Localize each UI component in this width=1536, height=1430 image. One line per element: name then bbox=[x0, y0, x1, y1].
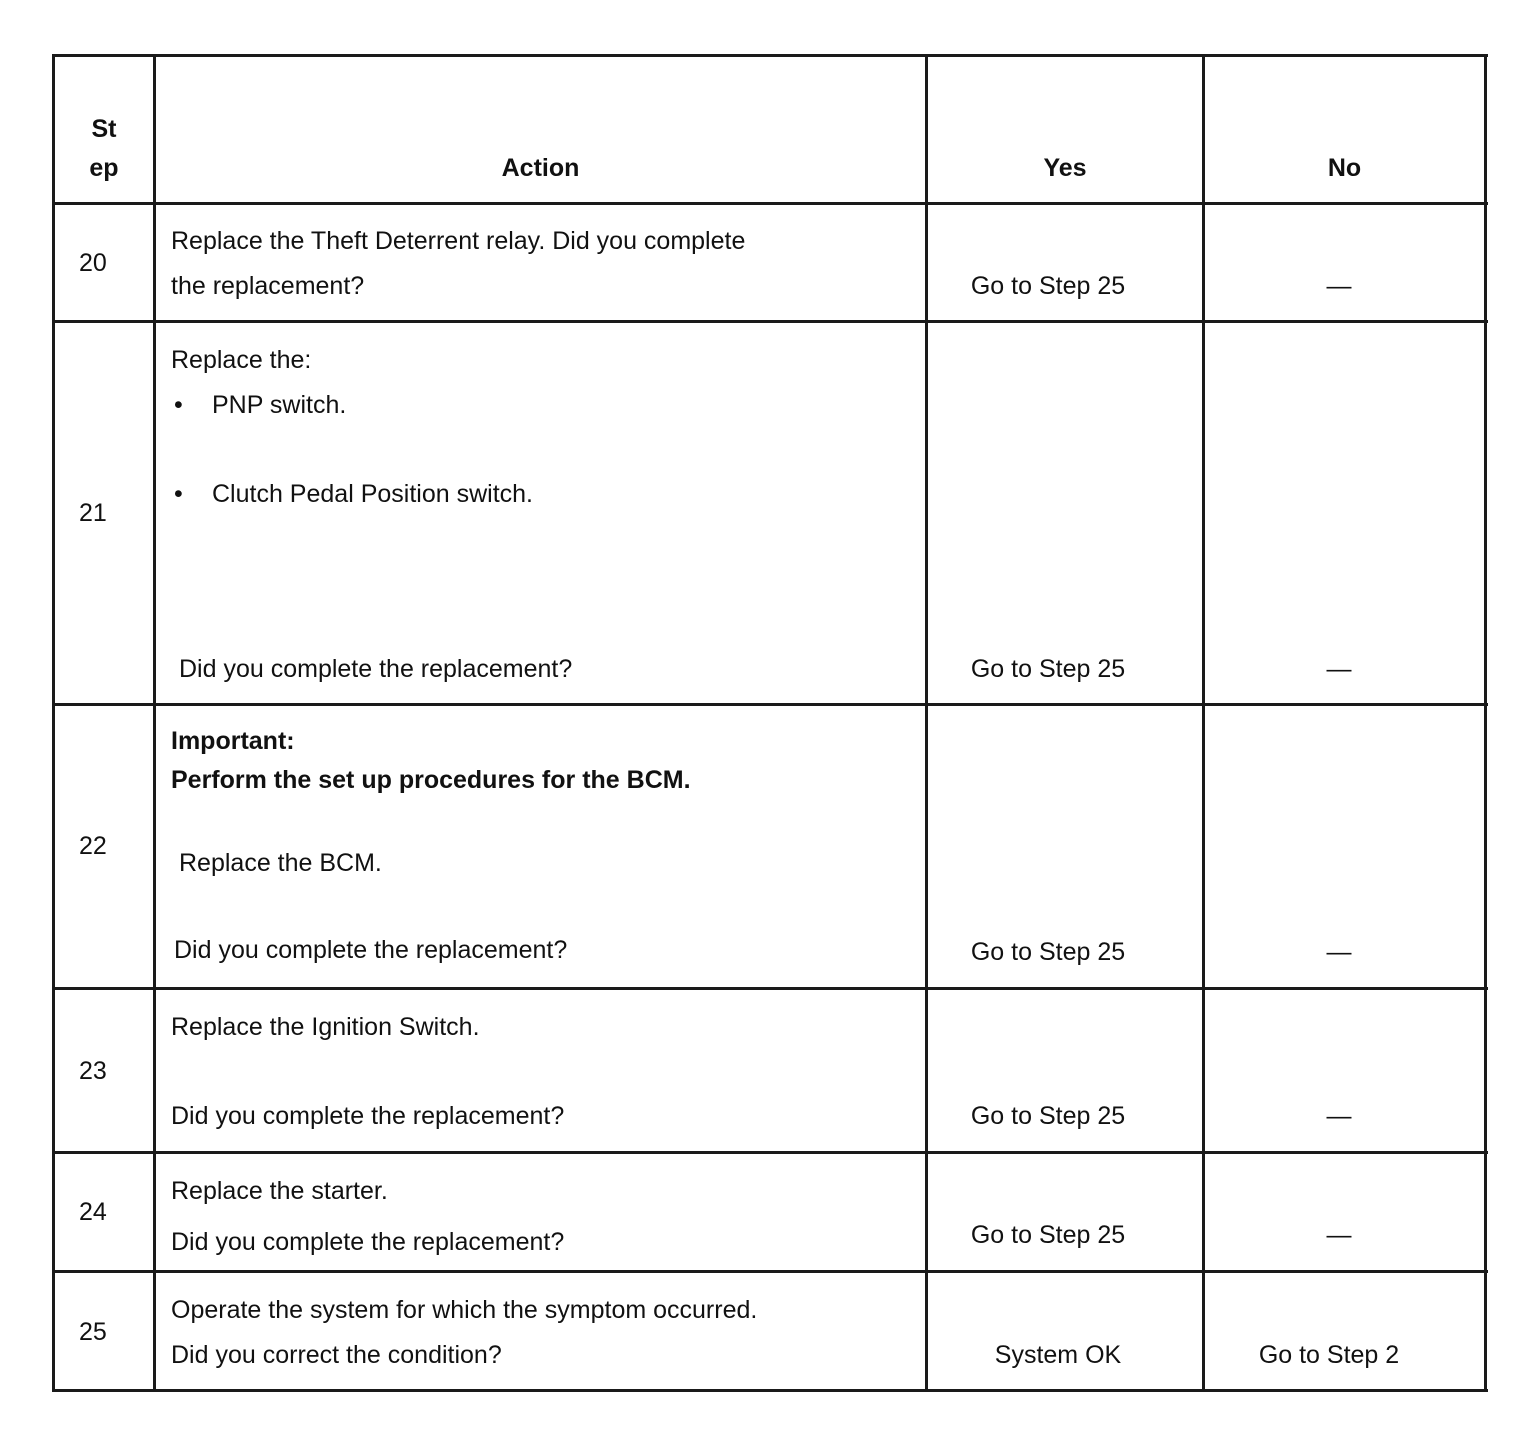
action-question: Did you correct the condition? bbox=[171, 1341, 502, 1369]
column-divider bbox=[153, 54, 156, 1392]
action-question: Did you complete the replacement? bbox=[179, 655, 573, 683]
action-text: Replace the starter. bbox=[171, 1177, 388, 1205]
action-text: Replace the Theft Deterrent relay. Did you complete bbox=[171, 227, 746, 255]
table-border-top bbox=[52, 54, 1488, 57]
yes-result: Go to Step 25 bbox=[970, 272, 1126, 300]
column-divider bbox=[925, 54, 928, 1392]
bullet-icon: • bbox=[174, 391, 183, 419]
column-divider bbox=[1202, 54, 1205, 1392]
step-number: 21 bbox=[79, 499, 107, 527]
header-step-line: St bbox=[91, 115, 117, 143]
row-divider bbox=[52, 703, 1488, 706]
no-result: — bbox=[1326, 1221, 1352, 1249]
step-number: 25 bbox=[79, 1318, 107, 1346]
bullet-item: PNP switch. bbox=[212, 391, 347, 419]
yes-result: Go to Step 25 bbox=[970, 938, 1126, 966]
yes-result: Go to Step 25 bbox=[970, 1102, 1126, 1130]
header-step-line: ep bbox=[89, 154, 119, 182]
no-result: — bbox=[1326, 272, 1352, 300]
important-label: Important: bbox=[171, 727, 295, 755]
action-question: Did you complete the replacement? bbox=[174, 936, 568, 964]
row-divider bbox=[52, 320, 1488, 323]
action-question: Did you complete the replacement? bbox=[171, 1228, 565, 1256]
header-no: No bbox=[1327, 154, 1362, 182]
header-yes: Yes bbox=[1043, 154, 1087, 182]
table-border-right bbox=[1484, 54, 1487, 1392]
table-border-left bbox=[52, 54, 55, 1392]
no-result: — bbox=[1326, 655, 1352, 683]
no-result: — bbox=[1326, 1102, 1352, 1130]
row-divider bbox=[52, 987, 1488, 990]
important-text: Perform the set up procedures for the BCM. bbox=[171, 766, 691, 794]
action-text: Replace the Ignition Switch. bbox=[171, 1013, 480, 1041]
no-result: — bbox=[1326, 938, 1352, 966]
table-border-bottom bbox=[52, 1389, 1488, 1392]
step-number: 23 bbox=[79, 1057, 107, 1085]
row-divider bbox=[52, 1270, 1488, 1273]
step-number: 24 bbox=[79, 1198, 107, 1226]
step-number: 22 bbox=[79, 832, 107, 860]
yes-result: System OK bbox=[994, 1341, 1122, 1369]
yes-result: Go to Step 25 bbox=[970, 655, 1126, 683]
bullet-icon: • bbox=[174, 480, 183, 508]
header-action: Action bbox=[501, 154, 580, 182]
row-divider bbox=[52, 1151, 1488, 1154]
header-divider bbox=[52, 202, 1488, 205]
action-text: Operate the system for which the symptom occurred. bbox=[171, 1296, 758, 1324]
action-text: Replace the BCM. bbox=[179, 849, 382, 877]
no-result: Go to Step 2 bbox=[1258, 1341, 1400, 1369]
action-text: the replacement? bbox=[171, 272, 365, 300]
yes-result: Go to Step 25 bbox=[970, 1221, 1126, 1249]
action-intro: Replace the: bbox=[171, 346, 312, 374]
bullet-item: Clutch Pedal Position switch. bbox=[212, 480, 533, 508]
header-step bbox=[55, 114, 153, 183]
action-question: Did you complete the replacement? bbox=[171, 1102, 565, 1130]
step-number: 20 bbox=[79, 249, 107, 277]
